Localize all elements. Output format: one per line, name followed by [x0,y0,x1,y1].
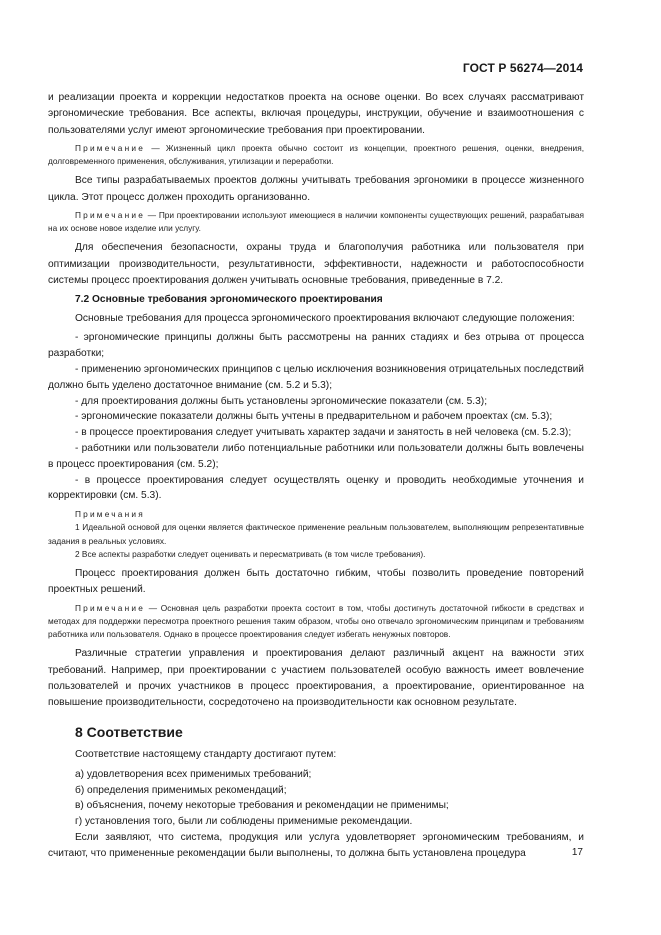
paragraph: Соответствие настоящему стандарту достигают путем: [75,749,337,761]
list-item: - применению эргономических принципов с целью исключения возникновения отрицательных последствий должно быть уделено достаточное внимание (см. 5.2 и 5.3); [48,364,584,391]
note-item: 2 Все аспекты разработки следует оценивать и пересматривать (в том числе требования). [75,548,426,559]
note [48,142,584,168]
section-heading-8: 8 Соответствие [75,724,183,741]
standard-header: ГОСТ Р 56274—2014 [462,61,583,75]
notes-label: Примечания [75,509,145,520]
page-content [48,90,584,866]
list-item: в) объяснения, почему некоторые требования и рекомендации не применимы; [75,800,449,812]
note-text: — Основная цель разработки проекта состоит в том, чтобы достигнуть достаточной гибкости в средствах и методах для поддержки пересмотра проектного решения таким образом, чтобы оно отвечало эргономическим принципам и требованиям работника или пользователя. Однако в процессе проектирования следует избегать ненужных повторов. [48,602,584,640]
page-number: 17 [571,847,583,858]
list-item: - эргономические принципы должны быть рассмотрены на ранних стадиях и без отрыва от процесса разработки; [48,332,584,360]
list-item: - для проектирования должны быть установлены эргономические показатели (см. 5.3); [75,395,488,407]
list-item: - в процессе проектирования следует осуществлять оценку и проводить необходимые уточнения и корректировки (см. 5.3). [48,474,584,502]
list-item: - эргономические показатели должны быть учтены в предварительном и рабочем проектах (см. 5.3); [75,411,553,423]
note [48,209,584,235]
notes-heading [48,508,584,521]
list-item: - работники или пользователи либо потенциальные работники или пользователи должны быть вовлечены в процесс проектирования (см. 5.2); [48,443,584,470]
list-item: г) установления того, были ли соблюдены применимые рекомендации. [75,816,413,828]
paragraph: и реализации проекта и коррекции недостатков проекта на основе оценки. Во всех случаях рассматривают эргономические требования. Все аспекты, включая процедуры, инструкции, обучение и взаимоотношения с пользователями услуг имеют эргономические требования при проектировании. [48,92,584,136]
list-item: а) удовлетворения всех применимых требований; [75,768,312,780]
note-label: Примечание [75,209,146,220]
section-heading-7-2: 7.2 Основные требования эргономического проектирования [75,294,383,306]
paragraph: Процесс проектирования должен быть достаточно гибким, чтобы позволить проведение повторений проектных решений. [48,568,584,596]
note [48,602,584,642]
note-label: Примечание [75,602,146,613]
note-text: — Жизненный цикл проекта обычно состоит из концепции, проектного решения, оценки, внедрения, долговременного применения, обслуживания, утилизации и переработки. [48,142,584,167]
paragraph: Если заявляют, что система, продукция или услуга удовлетворяет эргономическим требованиям, и считают, что примененные рекомендации были выполнены, то должна быть установлена процедура [48,831,584,860]
note-text: — При проектировании используют имеющиеся в наличии компоненты существующих решений, разрабатывая на их основе новое изделие или услугу. [48,209,584,234]
paragraph: Различные стратегии управления и проектирования делают различный акцент на важности этих требований. Например, при проектировании с участием пользователей особую важность имеет вовлечение пользователей и прочих участников в процесс проектирования, а проектирование, ориентированное на повышение производительности, сосредоточено на производительности как основном результате. [48,648,584,709]
note-item: 1 Идеальной основой для оценки является фактическое применение реальным пользователем, выполняющим репрезентативные задания в реальных условиях. [48,522,584,546]
note-label: Примечание [75,142,146,153]
paragraph: Основные требования для процесса эргономического проектирования включают следующие положения: [75,313,575,325]
paragraph: Для обеспечения безопасности, охраны труда и благополучия работника или пользователя при оптимизации производительности, результативности, эффективности, надежности и работоспособности системы процесс проектирования должен учитывать основные требования, приведенные в 7.2. [48,242,584,286]
paragraph: Все типы разрабатываемых проектов должны учитывать требования эргономики в процессе жизненного цикла. Этот процесс должен проходить организованно. [48,175,584,203]
list-item: - в процессе проектирования следует учитывать характер задачи и занятость в ней человека (см. 5.2.3); [75,427,572,439]
list-item: б) определения применимых рекомендаций; [75,784,287,796]
